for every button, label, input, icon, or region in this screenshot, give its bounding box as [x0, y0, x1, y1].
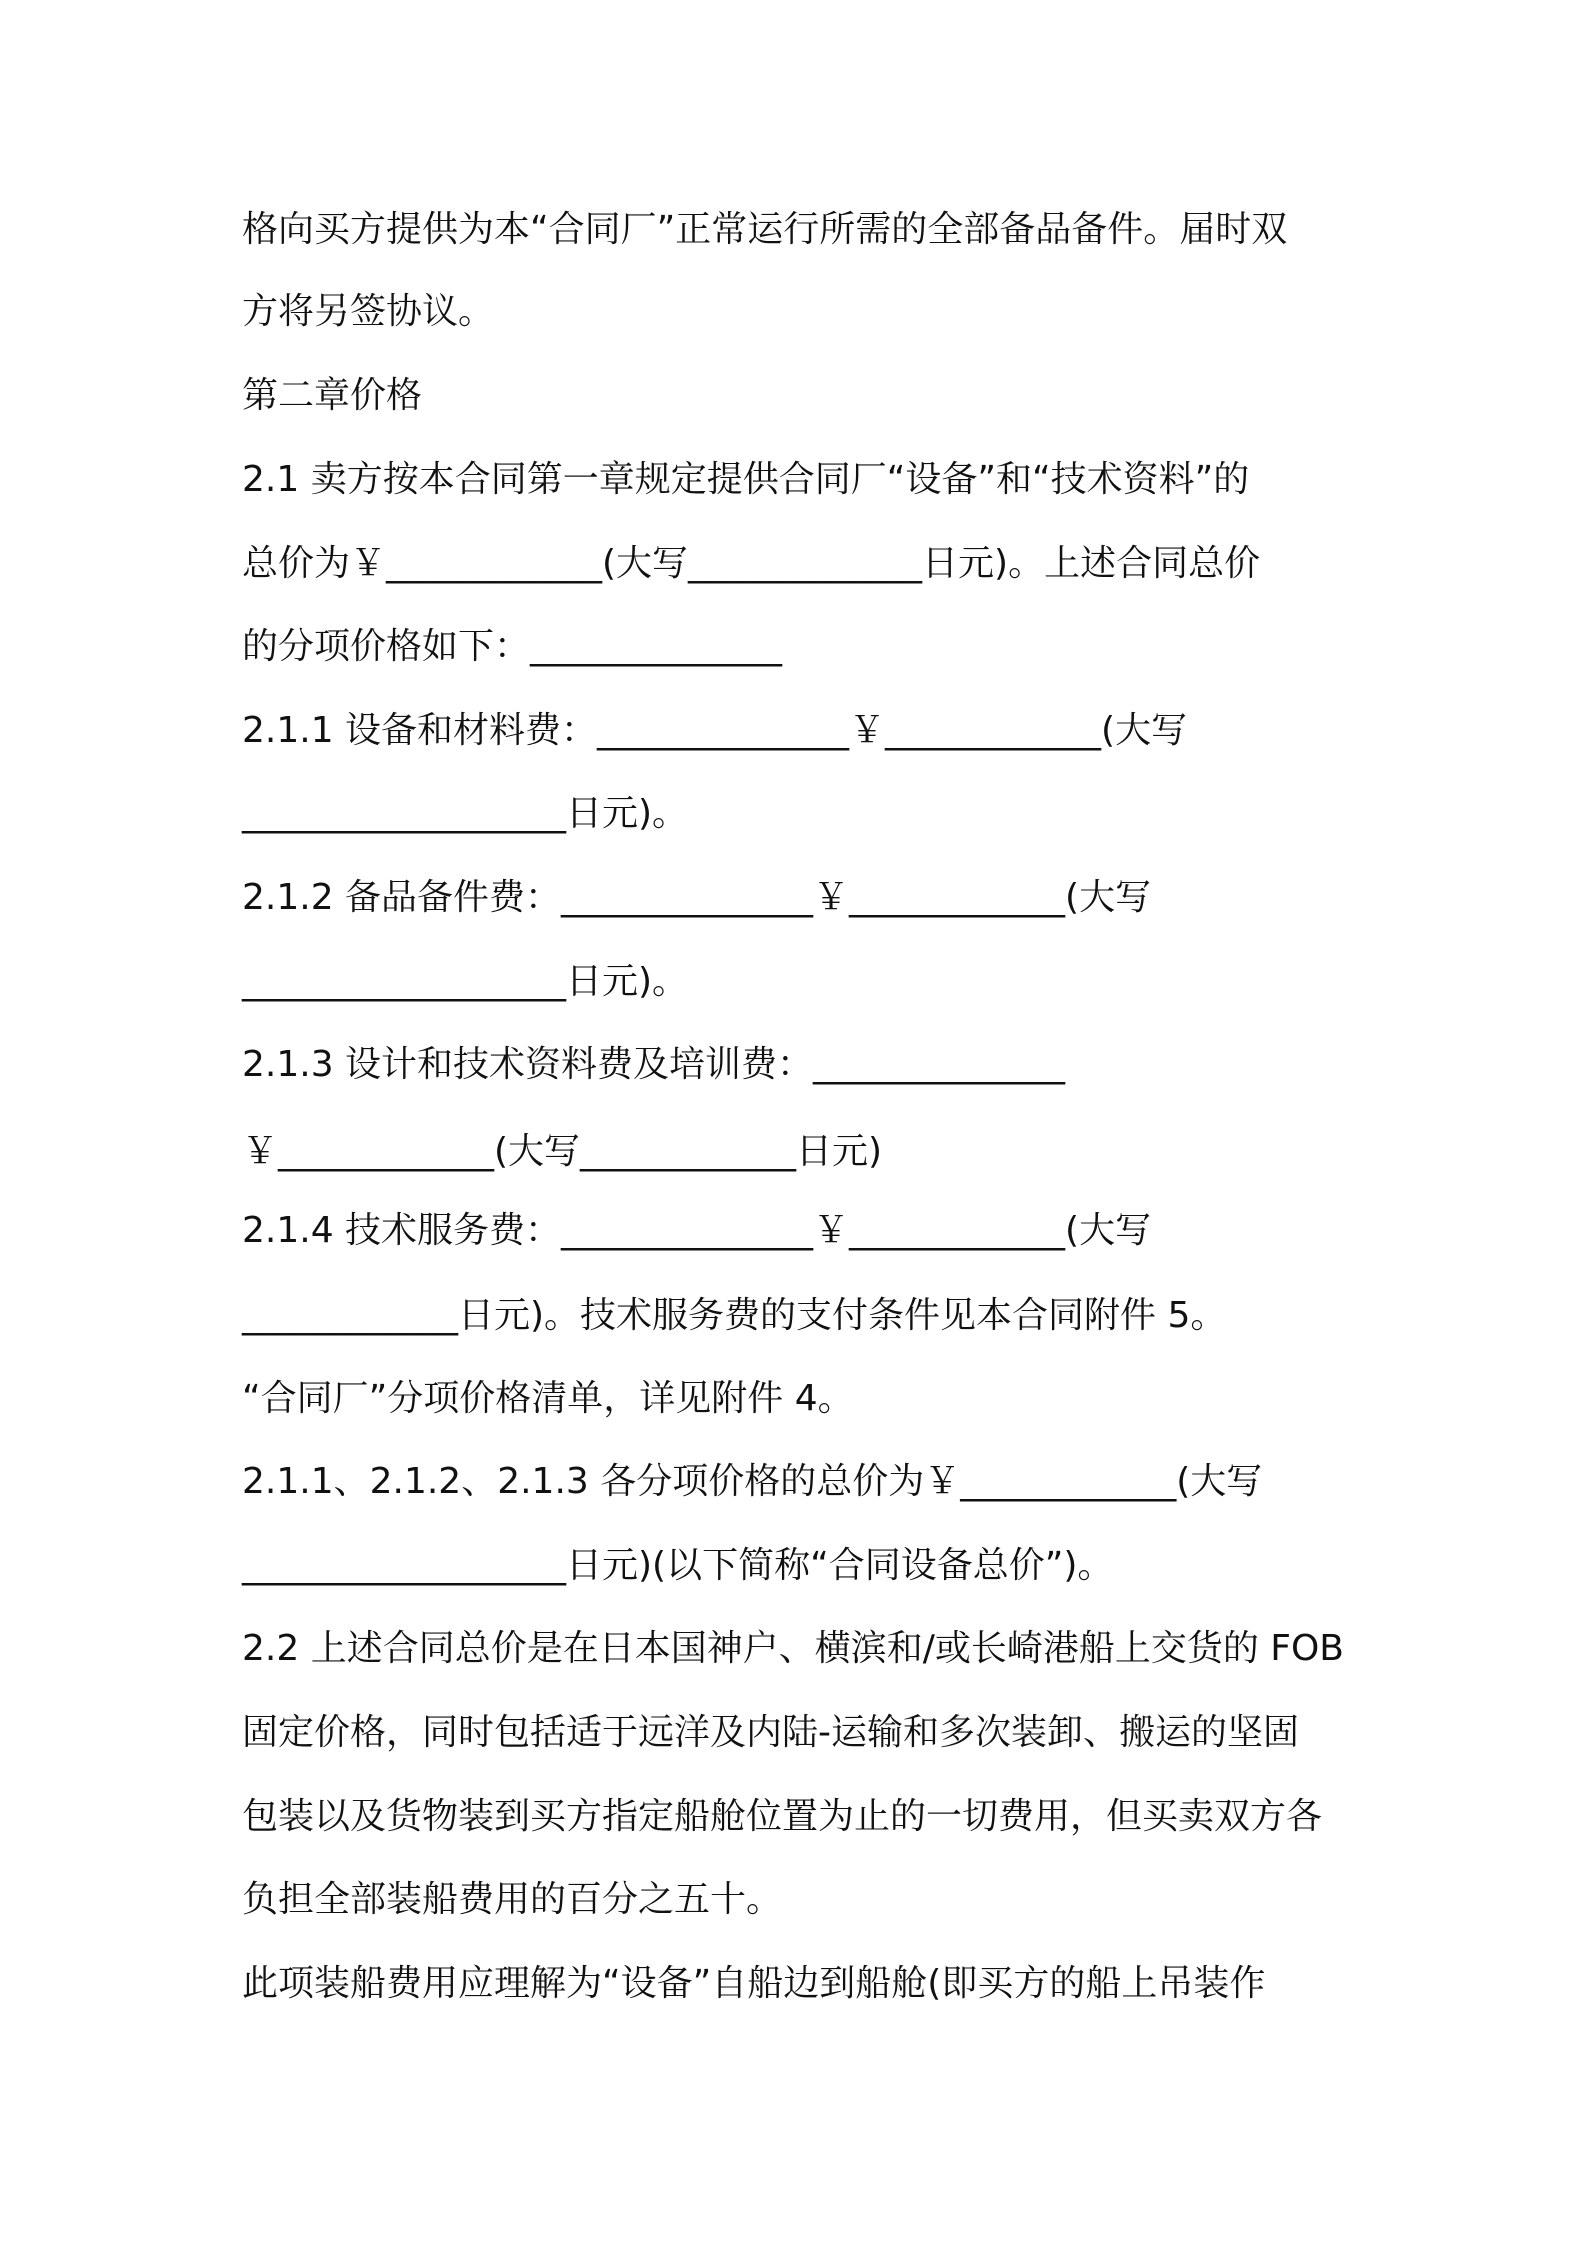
text-line: 固定价格，同时包括适于远洋及内陆-运输和多次装卸、搬运的坚固 — [242, 1712, 1299, 1753]
text-line: 2.1 卖方按本合同第一章规定提供合同厂“设备”和“技术资料”的 — [242, 459, 1250, 500]
text-line: 负担全部装船费用的百分之五十。 — [242, 1879, 783, 1920]
text-line: 包装以及货物装到买方指定船舱位置为止的一切费用，但买卖双方各 — [242, 1796, 1323, 1837]
section-heading: 第二章价格 — [242, 375, 423, 416]
text-line: 的分项价格如下：______________ — [242, 626, 783, 667]
text-line: 此项装船费用应理解为“设备”自船边到船舱(即买方的船上吊装作 — [242, 1963, 1266, 2004]
text-line: 2.1.4 技术服务费：______________￥____________(大写 — [242, 1210, 1152, 1251]
text-line: 2.1.1、2.1.2、2.1.3 各分项价格的总价为￥____________(大写 — [242, 1461, 1263, 1502]
text-line: ￥____________(大写____________日元) — [242, 1131, 883, 1172]
text-line: __________________日元)。 — [242, 793, 689, 834]
text-line: 2.1.3 设计和技术资料费及培训费：______________ — [242, 1044, 1066, 1085]
text-line: 方将另签协议。 — [242, 291, 495, 332]
text-line: 2.2 上述合同总价是在日本国神户、横滨和/或长崎港船上交货的 FOB — [242, 1628, 1345, 1669]
text-line: __________________日元)。 — [242, 961, 689, 1002]
text-line: 总价为￥____________(大写_____________日元)。上述合同总价 — [242, 543, 1261, 584]
text-line: __________________日元)(以下简称“合同设备总价”)。 — [242, 1545, 1114, 1586]
text-line: 格向买方提供为本“合同厂”正常运行所需的全部备品备件。届时双 — [242, 209, 1288, 250]
text-line: “合同厂”分项价格清单，详见附件 4。 — [242, 1378, 854, 1419]
text-line: ____________日元)。技术服务费的支付条件见本合同附件 5。 — [242, 1295, 1227, 1336]
text-line: 2.1.2 备品备件费：______________￥____________(大写 — [242, 877, 1152, 918]
text-line: 2.1.1 设备和材料费：______________￥____________(大写 — [242, 710, 1188, 751]
